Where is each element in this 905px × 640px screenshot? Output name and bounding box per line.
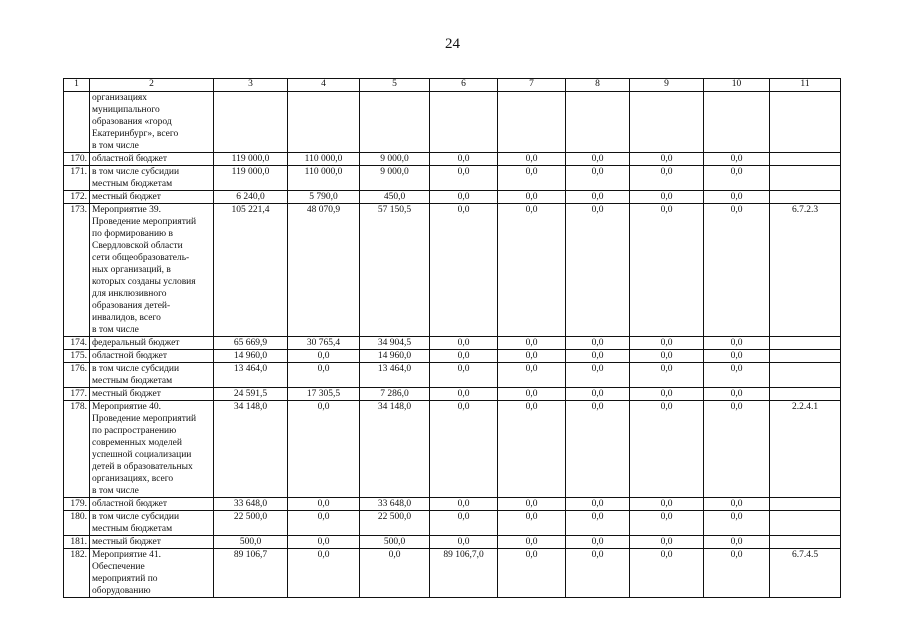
value-cell: 0,0 <box>430 191 498 204</box>
value-cell: 0,0 <box>430 401 498 498</box>
value-cell: 17 305,5 <box>288 388 360 401</box>
value-cell: 110 000,0 <box>288 166 360 191</box>
row-description <box>90 350 214 363</box>
description-line: детей в образовательных <box>92 462 193 472</box>
value-cell: 0,0 <box>498 337 566 350</box>
row-description <box>90 511 214 536</box>
row-description <box>90 363 214 388</box>
row-number: 182. <box>64 549 90 598</box>
activity-code-cell: 6.7.4.5 <box>770 549 841 598</box>
value-cell: 89 106,7,0 <box>430 549 498 598</box>
activity-code-cell <box>770 166 841 191</box>
value-cell: 0,0 <box>630 511 704 536</box>
column-header: 1 <box>64 79 90 92</box>
description-line: в том числе <box>92 486 139 496</box>
description-line: Екатеринбург», всего <box>92 129 179 139</box>
table-row <box>64 92 841 153</box>
description-line: в том числе <box>92 325 139 335</box>
value-cell: 5 790,0 <box>288 191 360 204</box>
description-line: Мероприятие 39. <box>92 205 162 215</box>
value-cell: 65 669,9 <box>214 337 288 350</box>
value-cell <box>360 92 430 153</box>
value-cell: 0,0 <box>430 337 498 350</box>
description-line: образования «город <box>92 117 172 127</box>
value-cell: 0,0 <box>566 350 630 363</box>
value-cell <box>288 92 360 153</box>
column-header: 3 <box>214 79 288 92</box>
value-cell: 0,0 <box>498 549 566 598</box>
value-cell: 0,0 <box>566 536 630 549</box>
description-line: Проведение мероприятий <box>92 217 197 227</box>
value-cell: 0,0 <box>630 350 704 363</box>
value-cell: 0,0 <box>430 498 498 511</box>
value-cell: 0,0 <box>498 498 566 511</box>
column-header: 8 <box>566 79 630 92</box>
row-number: 175. <box>64 350 90 363</box>
table-row <box>64 363 841 388</box>
description-line: Проведение мероприятий <box>92 414 197 424</box>
description-line: местный бюджет <box>92 537 161 547</box>
description-line: местным бюджетам <box>92 376 173 386</box>
value-cell: 0,0 <box>430 363 498 388</box>
value-cell: 0,0 <box>630 166 704 191</box>
activity-code-cell: 6.7.2.3 <box>770 204 841 337</box>
value-cell: 0,0 <box>288 401 360 498</box>
value-cell: 34 148,0 <box>360 401 430 498</box>
value-cell: 0,0 <box>430 350 498 363</box>
table-row <box>64 166 841 191</box>
description-line: организациях, всего <box>92 474 174 484</box>
description-line: ных организаций, в <box>92 265 171 275</box>
value-cell: 0,0 <box>704 388 770 401</box>
activity-code-cell <box>770 498 841 511</box>
value-cell: 0,0 <box>498 166 566 191</box>
value-cell: 0,0 <box>288 536 360 549</box>
value-cell: 0,0 <box>498 401 566 498</box>
value-cell: 33 648,0 <box>360 498 430 511</box>
row-description <box>90 92 214 153</box>
row-number: 173. <box>64 204 90 337</box>
table-row <box>64 204 841 337</box>
value-cell: 119 000,0 <box>214 153 288 166</box>
description-line: местным бюджетам <box>92 179 173 189</box>
value-cell: 89 106,7 <box>214 549 288 598</box>
value-cell: 13 464,0 <box>360 363 430 388</box>
row-number: 180. <box>64 511 90 536</box>
table-row <box>64 388 841 401</box>
row-description <box>90 498 214 511</box>
table-row <box>64 511 841 536</box>
description-line: муниципального <box>92 105 160 115</box>
value-cell: 0,0 <box>498 204 566 337</box>
activity-code-cell <box>770 350 841 363</box>
value-cell: 500,0 <box>360 536 430 549</box>
value-cell: 0,0 <box>498 536 566 549</box>
value-cell: 30 765,4 <box>288 337 360 350</box>
table-row <box>64 153 841 166</box>
value-cell: 33 648,0 <box>214 498 288 511</box>
row-description <box>90 191 214 204</box>
description-line: инвалидов, всего <box>92 313 161 323</box>
value-cell: 0,0 <box>430 166 498 191</box>
description-line: Обеспечение <box>92 562 145 572</box>
description-line: по распространению <box>92 426 177 436</box>
description-line: оборудованию <box>92 586 151 596</box>
description-line: местный бюджет <box>92 389 161 399</box>
value-cell: 14 960,0 <box>360 350 430 363</box>
row-number: 181. <box>64 536 90 549</box>
row-description <box>90 536 214 549</box>
value-cell: 0,0 <box>430 511 498 536</box>
activity-code-cell <box>770 511 841 536</box>
value-cell: 9 000,0 <box>360 166 430 191</box>
row-number <box>64 92 90 153</box>
value-cell: 0,0 <box>566 166 630 191</box>
row-description <box>90 166 214 191</box>
table-row <box>64 401 841 498</box>
activity-code-cell <box>770 536 841 549</box>
value-cell: 0,0 <box>630 536 704 549</box>
value-cell: 0,0 <box>630 388 704 401</box>
value-cell: 0,0 <box>630 401 704 498</box>
activity-code-cell <box>770 363 841 388</box>
value-cell: 0,0 <box>566 204 630 337</box>
page-number: 24 <box>445 36 460 52</box>
column-header: 2 <box>90 79 214 92</box>
value-cell: 0,0 <box>704 549 770 598</box>
value-cell: 24 591,5 <box>214 388 288 401</box>
value-cell: 14 960,0 <box>214 350 288 363</box>
description-line: областной бюджет <box>92 351 168 361</box>
value-cell: 0,0 <box>704 191 770 204</box>
header-row <box>64 79 841 92</box>
column-header: 7 <box>498 79 566 92</box>
value-cell: 0,0 <box>566 363 630 388</box>
column-header: 10 <box>704 79 770 92</box>
row-number: 179. <box>64 498 90 511</box>
value-cell: 0,0 <box>288 363 360 388</box>
column-header: 5 <box>360 79 430 92</box>
row-description <box>90 388 214 401</box>
value-cell: 0,0 <box>630 153 704 166</box>
value-cell: 22 500,0 <box>360 511 430 536</box>
row-number: 170. <box>64 153 90 166</box>
value-cell: 0,0 <box>498 363 566 388</box>
column-header: 11 <box>770 79 841 92</box>
value-cell: 0,0 <box>566 153 630 166</box>
row-description <box>90 401 214 498</box>
table-row <box>64 191 841 204</box>
value-cell: 0,0 <box>430 204 498 337</box>
activity-code-cell <box>770 92 841 153</box>
value-cell: 0,0 <box>430 153 498 166</box>
value-cell: 105 221,4 <box>214 204 288 337</box>
value-cell: 0,0 <box>630 549 704 598</box>
column-header: 4 <box>288 79 360 92</box>
row-description <box>90 153 214 166</box>
description-line: в том числе субсидии <box>92 512 180 522</box>
table-row <box>64 536 841 549</box>
description-line: в том числе субсидии <box>92 167 180 177</box>
value-cell <box>498 92 566 153</box>
value-cell: 0,0 <box>704 204 770 337</box>
value-cell: 6 240,0 <box>214 191 288 204</box>
value-cell: 0,0 <box>566 337 630 350</box>
description-line: в том числе <box>92 141 139 151</box>
table-row <box>64 549 841 598</box>
value-cell: 48 070,9 <box>288 204 360 337</box>
value-cell <box>214 92 288 153</box>
value-cell: 34 904,5 <box>360 337 430 350</box>
description-line: образования детей- <box>92 301 171 311</box>
value-cell <box>630 92 704 153</box>
value-cell: 119 000,0 <box>214 166 288 191</box>
value-cell: 22 500,0 <box>214 511 288 536</box>
value-cell: 0,0 <box>430 388 498 401</box>
value-cell: 0,0 <box>704 350 770 363</box>
description-line: в том числе субсидии <box>92 364 180 374</box>
value-cell: 0,0 <box>566 388 630 401</box>
row-description <box>90 549 214 598</box>
value-cell: 0,0 <box>430 536 498 549</box>
description-line: сети общеобразователь- <box>92 253 190 263</box>
value-cell: 0,0 <box>566 511 630 536</box>
value-cell: 500,0 <box>214 536 288 549</box>
value-cell: 0,0 <box>566 401 630 498</box>
row-number: 172. <box>64 191 90 204</box>
value-cell: 0,0 <box>704 337 770 350</box>
value-cell: 0,0 <box>566 549 630 598</box>
description-line: Свердловской области <box>92 241 183 251</box>
description-line: мероприятий по <box>92 574 158 584</box>
value-cell: 0,0 <box>288 549 360 598</box>
description-line: для инклюзивного <box>92 289 167 299</box>
value-cell: 0,0 <box>498 153 566 166</box>
row-number: 171. <box>64 166 90 191</box>
value-cell: 0,0 <box>704 498 770 511</box>
value-cell: 0,0 <box>630 191 704 204</box>
value-cell: 0,0 <box>704 536 770 549</box>
value-cell: 0,0 <box>288 350 360 363</box>
description-line: местным бюджетам <box>92 524 173 534</box>
value-cell: 450,0 <box>360 191 430 204</box>
value-cell: 0,0 <box>630 204 704 337</box>
value-cell: 0,0 <box>498 511 566 536</box>
value-cell: 0,0 <box>566 191 630 204</box>
value-cell <box>430 92 498 153</box>
table-row <box>64 337 841 350</box>
value-cell: 0,0 <box>498 388 566 401</box>
activity-code-cell <box>770 191 841 204</box>
value-cell: 13 464,0 <box>214 363 288 388</box>
table-row <box>64 350 841 363</box>
value-cell: 0,0 <box>498 191 566 204</box>
column-header: 9 <box>630 79 704 92</box>
activity-code-cell <box>770 153 841 166</box>
value-cell <box>704 92 770 153</box>
value-cell: 0,0 <box>704 153 770 166</box>
row-description <box>90 204 214 337</box>
row-number: 174. <box>64 337 90 350</box>
value-cell: 0,0 <box>630 363 704 388</box>
activity-code-cell <box>770 337 841 350</box>
description-line: по формированию в <box>92 229 174 239</box>
value-cell: 0,0 <box>704 166 770 191</box>
value-cell: 0,0 <box>498 350 566 363</box>
description-line: Мероприятие 40. <box>92 402 162 412</box>
description-line: организациях <box>92 93 148 103</box>
value-cell: 7 286,0 <box>360 388 430 401</box>
value-cell: 57 150,5 <box>360 204 430 337</box>
value-cell: 34 148,0 <box>214 401 288 498</box>
value-cell: 0,0 <box>566 498 630 511</box>
value-cell: 0,0 <box>704 511 770 536</box>
description-line: успешной социализации <box>92 450 192 460</box>
row-description <box>90 337 214 350</box>
budget-table <box>63 78 841 598</box>
row-number: 176. <box>64 363 90 388</box>
value-cell: 0,0 <box>630 498 704 511</box>
value-cell: 110 000,0 <box>288 153 360 166</box>
description-line: федеральный бюджет <box>92 338 180 348</box>
activity-code-cell: 2.2.4.1 <box>770 401 841 498</box>
value-cell: 0,0 <box>704 401 770 498</box>
description-line: современных моделей <box>92 438 182 448</box>
value-cell: 0,0 <box>288 498 360 511</box>
table-row <box>64 498 841 511</box>
column-header: 6 <box>430 79 498 92</box>
value-cell: 0,0 <box>288 511 360 536</box>
description-line: которых созданы условия <box>92 277 196 287</box>
description-line: областной бюджет <box>92 154 168 164</box>
description-line: местный бюджет <box>92 192 161 202</box>
value-cell <box>566 92 630 153</box>
value-cell: 0,0 <box>704 363 770 388</box>
value-cell: 0,0 <box>630 337 704 350</box>
description-line: Мероприятие 41. <box>92 550 162 560</box>
description-line: областной бюджет <box>92 499 168 509</box>
row-number: 178. <box>64 401 90 498</box>
value-cell: 9 000,0 <box>360 153 430 166</box>
activity-code-cell <box>770 388 841 401</box>
value-cell: 0,0 <box>360 549 430 598</box>
row-number: 177. <box>64 388 90 401</box>
